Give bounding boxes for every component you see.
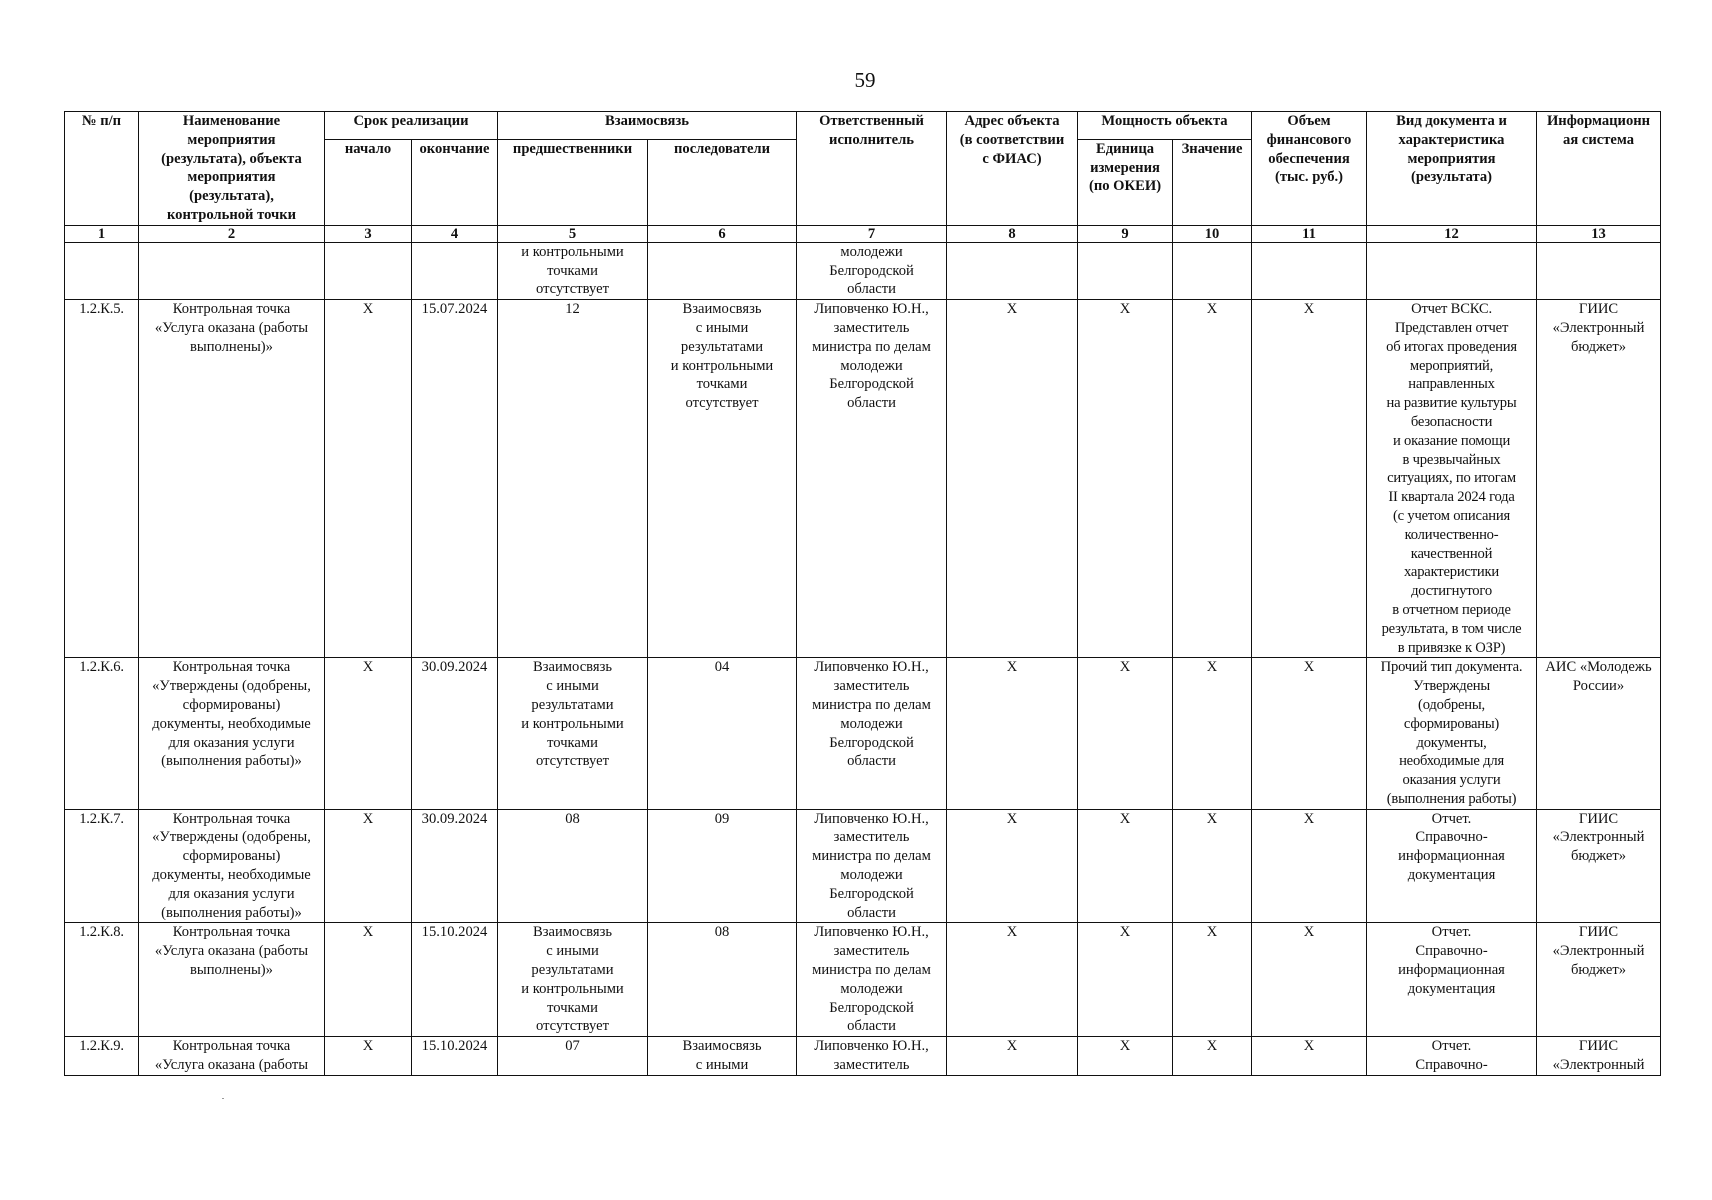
header-value: Значение: [1173, 139, 1252, 225]
column-number: 1: [65, 225, 139, 242]
row-doc: Отчет. Справочно- информационная документация: [1367, 809, 1537, 923]
row-value: X: [1173, 1037, 1252, 1076]
row-info: ГИИС «Электронный бюджет»: [1537, 923, 1661, 1037]
row-end: 30.09.2024: [412, 809, 498, 923]
table-row: [65, 242, 1661, 299]
header-row-1: [65, 112, 1661, 140]
table-row: [65, 809, 1661, 923]
row-num: 1.2.К.9.: [65, 1037, 139, 1076]
row-info: ГИИС «Электронный бюджет»: [1537, 300, 1661, 658]
scan-speck: [222, 1098, 224, 1099]
header-info: Информационн ая система: [1537, 112, 1661, 226]
row-start: [325, 242, 412, 299]
header-start: начало: [325, 139, 412, 225]
column-number: 11: [1252, 225, 1367, 242]
row-volume: X: [1252, 1037, 1367, 1076]
header-num: № п/п: [65, 112, 139, 226]
column-number: 4: [412, 225, 498, 242]
row-end: 30.09.2024: [412, 658, 498, 809]
page-number: 59: [854, 68, 876, 92]
row-unit: X: [1078, 658, 1173, 809]
column-number: 13: [1537, 225, 1661, 242]
row-unit: X: [1078, 1037, 1173, 1076]
row-name: [139, 242, 325, 299]
row-num: 1.2.К.8.: [65, 923, 139, 1037]
column-number: 12: [1367, 225, 1537, 242]
row-volume: [1252, 242, 1367, 299]
row-start: X: [325, 923, 412, 1037]
row-doc: Отчет. Справочно-: [1367, 1037, 1537, 1076]
row-volume: X: [1252, 809, 1367, 923]
header-doc: Вид документа и характеристика мероприятия (результата): [1367, 112, 1537, 226]
column-number: 5: [498, 225, 648, 242]
header-end: окончание: [412, 139, 498, 225]
row-responsible: Липовченко Ю.Н., заместитель министра по делам молодежи Белгородской области: [797, 658, 947, 809]
column-number: 6: [648, 225, 797, 242]
row-end: 15.07.2024: [412, 300, 498, 658]
row-value: X: [1173, 809, 1252, 923]
header-volume: Объем финансового обеспечения (тыс. руб.): [1252, 112, 1367, 226]
header-responsible: Ответственный исполнитель: [797, 112, 947, 226]
row-start: X: [325, 300, 412, 658]
row-end: 15.10.2024: [412, 923, 498, 1037]
row-address: [947, 242, 1078, 299]
column-number: 7: [797, 225, 947, 242]
row-name: Контрольная точка «Услуга оказана (работы: [139, 1037, 325, 1076]
header-relation: Взаимосвязь: [498, 112, 797, 140]
row-name: Контрольная точка «Услуга оказана (работы выполнены)»: [139, 923, 325, 1037]
column-number: 10: [1173, 225, 1252, 242]
row-unit: X: [1078, 809, 1173, 923]
row-num: [65, 242, 139, 299]
table-row: [65, 658, 1661, 809]
row-unit: X: [1078, 923, 1173, 1037]
column-number: 3: [325, 225, 412, 242]
row-value: X: [1173, 923, 1252, 1037]
row-start: X: [325, 658, 412, 809]
row-successors: 04: [648, 658, 797, 809]
row-start: X: [325, 809, 412, 923]
row-name: Контрольная точка «Услуга оказана (работы выполнены)»: [139, 300, 325, 658]
column-number: 2: [139, 225, 325, 242]
row-info: ГИИС «Электронный: [1537, 1037, 1661, 1076]
row-address: X: [947, 923, 1078, 1037]
row-successors: 08: [648, 923, 797, 1037]
row-responsible: Липовченко Ю.Н., заместитель министра по делам молодежи Белгородской области: [797, 923, 947, 1037]
row-predecessors: и контрольными точками отсутствует: [498, 242, 648, 299]
header-successors: последователи: [648, 139, 797, 225]
row-address: X: [947, 658, 1078, 809]
row-address: X: [947, 809, 1078, 923]
header-capacity: Мощность объекта: [1078, 112, 1252, 140]
row-name: Контрольная точка «Утверждены (одобрены, сформированы) документы, необходимые для оказания услуги (выполнения работы)»: [139, 658, 325, 809]
row-num: 1.2.К.6.: [65, 658, 139, 809]
row-predecessors: Взаимосвязь с иными результатами и контрольными точками отсутствует: [498, 658, 648, 809]
row-volume: X: [1252, 300, 1367, 658]
row-doc: Отчет ВСКС. Представлен отчет об итогах проведения мероприятий, направленных на развитие культуры безопасности и оказание помощи в чрезвычайных ситуациях, по итогам II квартала 2024 года (с учетом описания количественно- качественной характеристики достигнутого в отчетном периоде результата, в том числе в привязке к ОЗР): [1367, 300, 1537, 658]
table-row: [65, 923, 1661, 1037]
row-info: ГИИС «Электронный бюджет»: [1537, 809, 1661, 923]
row-start: X: [325, 1037, 412, 1076]
row-value: X: [1173, 300, 1252, 658]
column-number: 9: [1078, 225, 1173, 242]
column-number-row: [65, 225, 1661, 242]
row-doc: Прочий тип документа. Утверждены (одобрены, сформированы) документы, необходимые для оказания услуги (выполнения работы): [1367, 658, 1537, 809]
table-row: [65, 300, 1661, 658]
row-volume: X: [1252, 658, 1367, 809]
table-row: [65, 1037, 1661, 1076]
header-term: Срок реализации: [325, 112, 498, 140]
row-unit: [1078, 242, 1173, 299]
row-end: 15.10.2024: [412, 1037, 498, 1076]
row-doc: Отчет. Справочно- информационная документация: [1367, 923, 1537, 1037]
row-num: 1.2.К.5.: [65, 300, 139, 658]
row-doc: [1367, 242, 1537, 299]
row-address: X: [947, 1037, 1078, 1076]
row-responsible: Липовченко Ю.Н., заместитель: [797, 1037, 947, 1076]
row-predecessors: 08: [498, 809, 648, 923]
row-responsible: молодежи Белгородской области: [797, 242, 947, 299]
row-successors: [648, 242, 797, 299]
header-name: Наименование мероприятия (результата), объекта мероприятия (результата), контрольной точки: [139, 112, 325, 226]
row-predecessors: Взаимосвязь с иными результатами и контрольными точками отсутствует: [498, 923, 648, 1037]
row-predecessors: 07: [498, 1037, 648, 1076]
row-info: АИС «Молодежь России»: [1537, 658, 1661, 809]
row-unit: X: [1078, 300, 1173, 658]
row-successors: Взаимосвязь с иными: [648, 1037, 797, 1076]
row-successors: Взаимосвязь с иными результатами и контрольными точками отсутствует: [648, 300, 797, 658]
header-unit: Единица измерения (по ОКЕИ): [1078, 139, 1173, 225]
row-end: [412, 242, 498, 299]
row-successors: 09: [648, 809, 797, 923]
row-name: Контрольная точка «Утверждены (одобрены, сформированы) документы, необходимые для оказания услуги (выполнения работы)»: [139, 809, 325, 923]
row-info: [1537, 242, 1661, 299]
column-number: 8: [947, 225, 1078, 242]
header-predecessors: предшественники: [498, 139, 648, 225]
row-value: X: [1173, 658, 1252, 809]
row-predecessors: 12: [498, 300, 648, 658]
row-address: X: [947, 300, 1078, 658]
activity-plan-table: [64, 111, 1661, 1076]
row-value: [1173, 242, 1252, 299]
row-responsible: Липовченко Ю.Н., заместитель министра по делам молодежи Белгородской области: [797, 300, 947, 658]
row-num: 1.2.К.7.: [65, 809, 139, 923]
header-address: Адрес объекта (в соответствии с ФИАС): [947, 112, 1078, 226]
row-responsible: Липовченко Ю.Н., заместитель министра по делам молодежи Белгородской области: [797, 809, 947, 923]
row-volume: X: [1252, 923, 1367, 1037]
